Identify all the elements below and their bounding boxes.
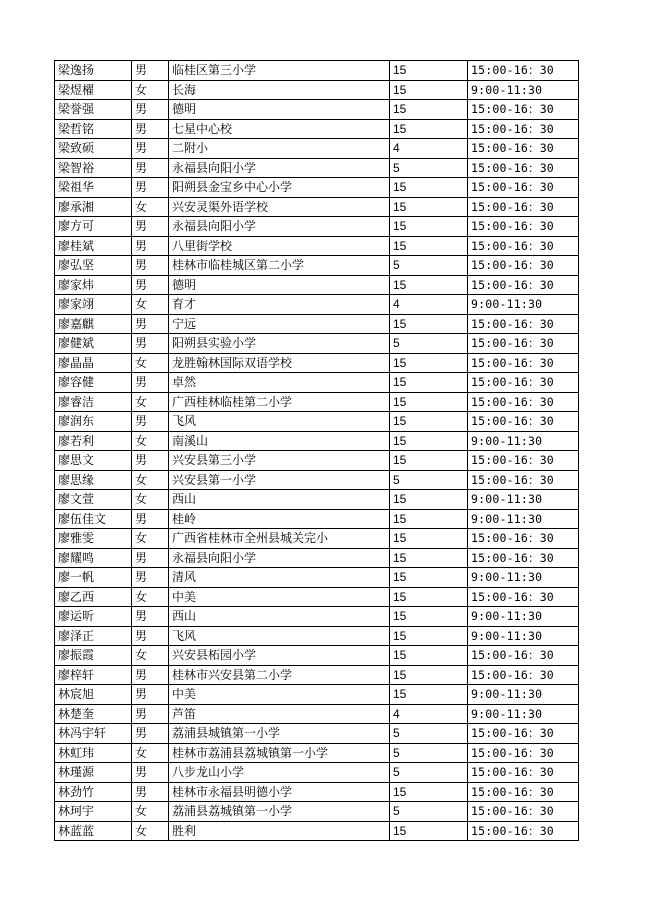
student-name-cell: 梁誉强 [55, 100, 132, 120]
school-cell: 兴安灵渠外语学校 [169, 197, 390, 217]
gender-cell: 女 [132, 470, 169, 490]
count-cell: 15 [390, 353, 468, 373]
gender-cell: 女 [132, 392, 169, 412]
count-cell: 15 [390, 61, 468, 81]
student-name-cell: 廖容健 [55, 373, 132, 393]
time-slot-cell: 9:00-11:30 [468, 568, 579, 588]
school-cell: 飞风 [169, 412, 390, 432]
school-cell: 卓然 [169, 373, 390, 393]
gender-cell: 男 [132, 373, 169, 393]
school-cell: 八里街学校 [169, 236, 390, 256]
school-cell: 中美 [169, 587, 390, 607]
school-cell: 西山 [169, 490, 390, 510]
student-name-cell: 廖承湘 [55, 197, 132, 217]
gender-cell: 女 [132, 802, 169, 822]
count-cell: 15 [390, 275, 468, 295]
gender-cell: 女 [132, 295, 169, 315]
table-row [55, 509, 579, 529]
table-row [55, 626, 579, 646]
gender-cell: 男 [132, 217, 169, 237]
school-cell: 飞风 [169, 626, 390, 646]
time-slot-cell: 15:00-16：30 [468, 119, 579, 139]
gender-cell: 男 [132, 158, 169, 178]
school-cell: 八步龙山小学 [169, 763, 390, 783]
time-slot-cell: 9:00-11:30 [468, 607, 579, 627]
count-cell: 5 [390, 802, 468, 822]
count-cell: 15 [390, 685, 468, 705]
time-slot-cell: 15:00-16：30 [468, 646, 579, 666]
school-cell: 清风 [169, 568, 390, 588]
count-cell: 15 [390, 821, 468, 841]
school-cell: 胜利 [169, 821, 390, 841]
student-name-cell: 林瑾源 [55, 763, 132, 783]
table-row [55, 490, 579, 510]
time-slot-cell: 9:00-11:30 [468, 431, 579, 451]
school-cell: 桂林市荔浦县荔城镇第一小学 [169, 743, 390, 763]
student-name-cell: 廖思文 [55, 451, 132, 471]
student-name-cell: 梁哲铭 [55, 119, 132, 139]
student-name-cell: 林楚奎 [55, 704, 132, 724]
school-cell: 永福县向阳小学 [169, 158, 390, 178]
school-cell: 桂林市临桂城区第二小学 [169, 256, 390, 276]
time-slot-cell: 15:00-16：30 [468, 61, 579, 81]
student-name-cell: 廖桂斌 [55, 236, 132, 256]
time-slot-cell: 15:00-16：30 [468, 236, 579, 256]
student-name-cell: 廖睿洁 [55, 392, 132, 412]
student-name-cell: 梁致硕 [55, 139, 132, 159]
student-name-cell: 廖泽正 [55, 626, 132, 646]
count-cell: 15 [390, 412, 468, 432]
table-row [55, 139, 579, 159]
gender-cell: 男 [132, 61, 169, 81]
count-cell: 5 [390, 763, 468, 783]
time-slot-cell: 9:00-11:30 [468, 490, 579, 510]
gender-cell: 男 [132, 685, 169, 705]
student-name-cell: 廖家炜 [55, 275, 132, 295]
count-cell: 15 [390, 217, 468, 237]
school-cell: 阳朔县金宝乡中心小学 [169, 178, 390, 198]
count-cell: 15 [390, 392, 468, 412]
student-name-cell: 廖文萱 [55, 490, 132, 510]
count-cell: 5 [390, 743, 468, 763]
school-cell: 桂岭 [169, 509, 390, 529]
count-cell: 5 [390, 256, 468, 276]
time-slot-cell: 15:00-16：30 [468, 139, 579, 159]
time-slot-cell: 9:00-11:30 [468, 295, 579, 315]
time-slot-cell: 15:00-16：30 [468, 100, 579, 120]
school-cell: 永福县向阳小学 [169, 548, 390, 568]
gender-cell: 男 [132, 548, 169, 568]
count-cell: 15 [390, 568, 468, 588]
student-name-cell: 廖家翊 [55, 295, 132, 315]
gender-cell: 女 [132, 431, 169, 451]
school-cell: 广西桂林临桂第二小学 [169, 392, 390, 412]
count-cell: 5 [390, 334, 468, 354]
count-cell: 15 [390, 178, 468, 198]
school-cell: 芦笛 [169, 704, 390, 724]
time-slot-cell: 15:00-16：30 [468, 470, 579, 490]
time-slot-cell: 15:00-16：30 [468, 743, 579, 763]
count-cell: 15 [390, 431, 468, 451]
count-cell: 15 [390, 607, 468, 627]
count-cell: 15 [390, 373, 468, 393]
student-name-cell: 廖雅雯 [55, 529, 132, 549]
gender-cell: 男 [132, 119, 169, 139]
count-cell: 4 [390, 295, 468, 315]
student-name-cell: 廖健斌 [55, 334, 132, 354]
gender-cell: 男 [132, 568, 169, 588]
time-slot-cell: 15:00-16：30 [468, 275, 579, 295]
table-row [55, 197, 579, 217]
gender-cell: 男 [132, 626, 169, 646]
time-slot-cell: 9:00-11:30 [468, 626, 579, 646]
table-row [55, 743, 579, 763]
table-row [55, 295, 579, 315]
count-cell: 15 [390, 451, 468, 471]
count-cell: 15 [390, 119, 468, 139]
table-row [55, 158, 579, 178]
time-slot-cell: 15:00-16：30 [468, 529, 579, 549]
time-slot-cell: 15:00-16：30 [468, 178, 579, 198]
student-name-cell: 梁逸扬 [55, 61, 132, 81]
school-cell: 龙胜翰林国际双语学校 [169, 353, 390, 373]
time-slot-cell: 15:00-16：30 [468, 548, 579, 568]
time-slot-cell: 9:00-11:30 [468, 509, 579, 529]
count-cell: 4 [390, 704, 468, 724]
gender-cell: 男 [132, 139, 169, 159]
school-cell: 长海 [169, 80, 390, 100]
table-row [55, 392, 579, 412]
time-slot-cell: 15:00-16：30 [468, 197, 579, 217]
gender-cell: 男 [132, 275, 169, 295]
time-slot-cell: 15:00-16：30 [468, 451, 579, 471]
student-name-cell: 廖一帆 [55, 568, 132, 588]
table-row [55, 80, 579, 100]
table-row [55, 236, 579, 256]
student-name-cell: 廖嘉麒 [55, 314, 132, 334]
gender-cell: 女 [132, 80, 169, 100]
table-row [55, 217, 579, 237]
student-name-cell: 廖伍佳文 [55, 509, 132, 529]
time-slot-cell: 15:00-16：30 [468, 821, 579, 841]
count-cell: 15 [390, 548, 468, 568]
count-cell: 15 [390, 490, 468, 510]
time-slot-cell: 15:00-16：30 [468, 334, 579, 354]
school-cell: 二附小 [169, 139, 390, 159]
count-cell: 15 [390, 782, 468, 802]
student-name-cell: 廖润东 [55, 412, 132, 432]
gender-cell: 男 [132, 236, 169, 256]
student-name-cell: 廖弘坚 [55, 256, 132, 276]
table-row [55, 724, 579, 744]
table-row [55, 587, 579, 607]
student-name-cell: 梁智裕 [55, 158, 132, 178]
school-cell: 七星中心校 [169, 119, 390, 139]
count-cell: 15 [390, 509, 468, 529]
table-row [55, 607, 579, 627]
time-slot-cell: 15:00-16：30 [468, 314, 579, 334]
count-cell: 15 [390, 646, 468, 666]
table-row [55, 431, 579, 451]
table-row [55, 782, 579, 802]
time-slot-cell: 15:00-16：30 [468, 353, 579, 373]
gender-cell: 男 [132, 451, 169, 471]
table-row [55, 100, 579, 120]
count-cell: 4 [390, 139, 468, 159]
student-name-cell: 廖思缘 [55, 470, 132, 490]
gender-cell: 男 [132, 256, 169, 276]
school-cell: 广西省桂林市全州县城关完小 [169, 529, 390, 549]
table-row [55, 665, 579, 685]
count-cell: 5 [390, 470, 468, 490]
time-slot-cell: 15:00-16：30 [468, 587, 579, 607]
count-cell: 15 [390, 197, 468, 217]
gender-cell: 男 [132, 100, 169, 120]
count-cell: 15 [390, 665, 468, 685]
table-row [55, 256, 579, 276]
school-cell: 兴安县第一小学 [169, 470, 390, 490]
time-slot-cell: 15:00-16：30 [468, 412, 579, 432]
gender-cell: 男 [132, 704, 169, 724]
time-slot-cell: 15:00-16：30 [468, 763, 579, 783]
table-row [55, 763, 579, 783]
gender-cell: 男 [132, 314, 169, 334]
count-cell: 15 [390, 236, 468, 256]
table-row [55, 373, 579, 393]
student-name-cell: 林宸旭 [55, 685, 132, 705]
student-name-cell: 廖若利 [55, 431, 132, 451]
student-name-cell: 廖乙西 [55, 587, 132, 607]
student-name-cell: 林珂宇 [55, 802, 132, 822]
school-cell: 桂林市兴安县第二小学 [169, 665, 390, 685]
count-cell: 15 [390, 587, 468, 607]
time-slot-cell: 15:00-16：30 [468, 802, 579, 822]
student-name-cell: 廖梓轩 [55, 665, 132, 685]
table-row [55, 314, 579, 334]
gender-cell: 女 [132, 490, 169, 510]
time-slot-cell: 9:00-11:30 [468, 685, 579, 705]
table-row [55, 353, 579, 373]
table-row [55, 178, 579, 198]
gender-cell: 男 [132, 724, 169, 744]
table-row [55, 548, 579, 568]
table-row [55, 685, 579, 705]
school-cell: 育才 [169, 295, 390, 315]
school-cell: 阳朔县实验小学 [169, 334, 390, 354]
school-cell: 桂林市永福县明德小学 [169, 782, 390, 802]
school-cell: 中美 [169, 685, 390, 705]
gender-cell: 男 [132, 412, 169, 432]
student-name-cell: 廖振霞 [55, 646, 132, 666]
count-cell: 5 [390, 158, 468, 178]
school-cell: 德明 [169, 100, 390, 120]
student-name-cell: 梁祖华 [55, 178, 132, 198]
time-slot-cell: 9:00-11:30 [468, 80, 579, 100]
student-name-cell: 林虹玮 [55, 743, 132, 763]
school-cell: 宁远 [169, 314, 390, 334]
count-cell: 5 [390, 724, 468, 744]
gender-cell: 女 [132, 197, 169, 217]
table-row [55, 470, 579, 490]
time-slot-cell: 15:00-16：30 [468, 782, 579, 802]
school-cell: 德明 [169, 275, 390, 295]
table-row [55, 802, 579, 822]
school-cell: 荔浦县荔城镇第一小学 [169, 802, 390, 822]
student-name-cell: 廖方可 [55, 217, 132, 237]
time-slot-cell: 9:00-11:30 [468, 704, 579, 724]
gender-cell: 男 [132, 607, 169, 627]
school-cell: 兴安县柘园小学 [169, 646, 390, 666]
time-slot-cell: 15:00-16：30 [468, 665, 579, 685]
gender-cell: 男 [132, 763, 169, 783]
gender-cell: 女 [132, 587, 169, 607]
table-row [55, 61, 579, 81]
time-slot-cell: 15:00-16：30 [468, 158, 579, 178]
table-row [55, 451, 579, 471]
count-cell: 15 [390, 626, 468, 646]
gender-cell: 女 [132, 529, 169, 549]
table-row [55, 568, 579, 588]
count-cell: 15 [390, 314, 468, 334]
table-row [55, 704, 579, 724]
table-row [55, 646, 579, 666]
time-slot-cell: 15:00-16：30 [468, 373, 579, 393]
gender-cell: 男 [132, 509, 169, 529]
student-name-cell: 廖晶晶 [55, 353, 132, 373]
table-row [55, 529, 579, 549]
gender-cell: 男 [132, 178, 169, 198]
student-name-cell: 廖耀鸣 [55, 548, 132, 568]
time-slot-cell: 15:00-16：30 [468, 217, 579, 237]
gender-cell: 女 [132, 353, 169, 373]
school-cell: 永福县向阳小学 [169, 217, 390, 237]
roster-body [55, 61, 579, 841]
school-cell: 西山 [169, 607, 390, 627]
count-cell: 15 [390, 100, 468, 120]
school-cell: 荔浦县城镇第一小学 [169, 724, 390, 744]
table-row [55, 412, 579, 432]
gender-cell: 男 [132, 782, 169, 802]
time-slot-cell: 15:00-16：30 [468, 256, 579, 276]
table-row [55, 119, 579, 139]
gender-cell: 男 [132, 665, 169, 685]
time-slot-cell: 15:00-16：30 [468, 392, 579, 412]
student-name-cell: 林劲竹 [55, 782, 132, 802]
student-name-cell: 廖运昕 [55, 607, 132, 627]
gender-cell: 男 [132, 334, 169, 354]
table-row [55, 821, 579, 841]
count-cell: 15 [390, 80, 468, 100]
gender-cell: 女 [132, 821, 169, 841]
table-row [55, 334, 579, 354]
gender-cell: 女 [132, 646, 169, 666]
roster-table [54, 60, 579, 841]
school-cell: 南溪山 [169, 431, 390, 451]
table-row [55, 275, 579, 295]
gender-cell: 女 [132, 743, 169, 763]
student-name-cell: 林冯宇轩 [55, 724, 132, 744]
student-name-cell: 林蓝蓝 [55, 821, 132, 841]
school-cell: 临桂区第三小学 [169, 61, 390, 81]
count-cell: 15 [390, 529, 468, 549]
school-cell: 兴安县第三小学 [169, 451, 390, 471]
student-name-cell: 梁煜櫂 [55, 80, 132, 100]
time-slot-cell: 15:00-16：30 [468, 724, 579, 744]
